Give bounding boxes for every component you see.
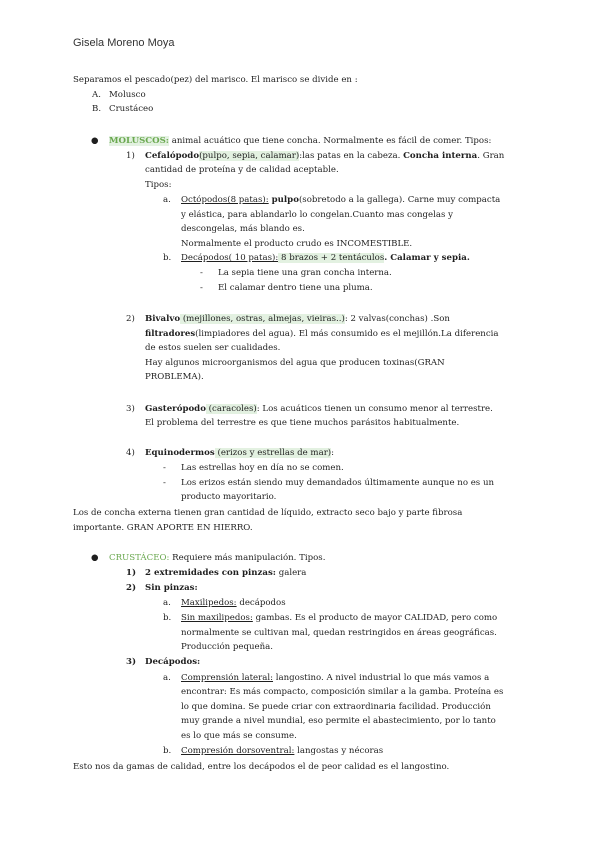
- bullet-moluscos: ●: [91, 136, 99, 146]
- crus-2b-line3: Producción pequeña.: [181, 642, 274, 652]
- cef-line2: cantidad de proteína y de calidad aceptable.: [145, 165, 339, 175]
- equ-dash1-text: Las estrellas hoy en día no se comen.: [181, 463, 344, 473]
- crus-3b-label: Compresión dorsoventral:: [181, 746, 295, 756]
- crus-3b-marker: b.: [163, 746, 172, 756]
- crus-3a-line1: [181, 673, 489, 684]
- crus-3a-marker: a.: [163, 673, 171, 683]
- gas-rest: : Los acuáticos tienen un consumo menor al terrestre.: [256, 404, 493, 414]
- cef-dash1: -: [200, 268, 203, 278]
- crus-2a-rest: decápodos: [236, 598, 286, 608]
- crus-3a-rest: langostino. A nivel industrial lo que más vamos a: [273, 673, 490, 683]
- crus-2b-marker: b.: [163, 613, 172, 623]
- cef-bold2: Concha interna: [403, 151, 478, 161]
- biv-name: Bivalvo: [145, 314, 181, 324]
- crus-3b-line: [181, 746, 383, 757]
- cef-a-line4: Normalmente el producto crudo es INCOMESTIBLE.: [181, 239, 413, 249]
- cef-dash1-text: La sepia tiene una gran concha interna.: [218, 268, 392, 278]
- cef-name: Cefalópodo: [145, 151, 200, 161]
- bullet-crustaceo: ●: [91, 553, 99, 563]
- crus-3a-label: Comprensión lateral:: [181, 673, 274, 683]
- crus-2a-line: [181, 598, 286, 609]
- moluscos-title: MOLUSCOS:: [109, 136, 169, 146]
- gas-examples: (caracoles): [205, 404, 257, 414]
- moluscos-desc: animal acuático que tiene concha. Normalmente es fácil de comer. Tipos:: [168, 136, 492, 146]
- crustaceo-title: CRUSTÁCEO:: [109, 553, 170, 563]
- cef-b-bold: . Calamar y sepia.: [384, 253, 470, 263]
- crus-2a-marker: a.: [163, 598, 171, 608]
- crus-2b-rest: gambas. Es el producto de mayor CALIDAD, pero como: [252, 613, 498, 623]
- cef-b-label: Decápodos( 10 patas):: [181, 253, 279, 263]
- cef-b-marker: b.: [163, 253, 172, 263]
- cef-a-line2: y elástica, para ablandarlo lo congelan.Cuanto mas congelas y: [181, 210, 453, 220]
- cef-examples: (pulpo, sepia, calamar): [199, 151, 300, 161]
- crus-2-bold: Sin pinzas:: [145, 583, 198, 593]
- cef-dash2-text: El calamar dentro tiene una pluma.: [218, 283, 373, 293]
- crus-2a-label: Maxilipedos:: [181, 598, 237, 608]
- crustaceo-heading: [109, 553, 325, 564]
- equ-line1: [145, 448, 334, 459]
- crus-3-bold: Decápodos:: [145, 657, 201, 667]
- crus-3-number: 3): [126, 657, 137, 667]
- biv-rest: : 2 valvas(conchas) .Son: [344, 314, 450, 324]
- intro-line: Separamos el pescado(pez) del marisco. El marisco se divide en :: [73, 75, 358, 85]
- crus-2-number: 2): [126, 583, 137, 593]
- footer-line: Esto nos da gamas de calidad, entre los decápodos el de peor calidad es el langostino.: [73, 762, 450, 772]
- crus-3a-line5: es lo que más se consume.: [181, 731, 297, 741]
- cef-a-line3: descongelas, más blando es.: [181, 224, 305, 234]
- biv-number: 2): [126, 314, 135, 324]
- crus-3a-line4: muy grande a nivel mundial, eso permite el abastecimiento, por lo tanto: [181, 716, 496, 726]
- gas-line2: El problema del terrestre es que tiene muchos parásitos habitualmente.: [145, 418, 460, 428]
- crus-1-number: 1): [126, 568, 137, 578]
- cef-dash2: -: [200, 283, 203, 293]
- gas-name: Gasterópodo: [145, 404, 206, 414]
- equ-dash2-text: Los erizos están siendo muy demandados últimamente aunque no es un: [181, 478, 495, 488]
- cef-number: 1): [126, 151, 135, 161]
- cef-a-marker: a.: [163, 195, 171, 205]
- cef-a-bold: pulpo: [268, 195, 299, 205]
- moluscos-heading: [109, 136, 491, 147]
- biv-line3: de estos suelen ser cualidades.: [145, 343, 281, 353]
- equ-dash1: -: [163, 463, 166, 473]
- cef-b-highlight: 8 brazos + 2 tentáculos: [278, 253, 385, 263]
- author-header: Gisela Moreno Moya: [73, 37, 175, 49]
- biv-line2: [145, 329, 499, 340]
- equ-examples: (erizos y estrellas de mar): [214, 448, 332, 458]
- biv-line5: PROBLEMA).: [145, 372, 204, 382]
- gas-line1: [145, 404, 493, 415]
- crustaceo-desc: Requiere más manipulación. Tipos.: [169, 553, 326, 563]
- crus-3a-line3: lo que domina. Se puede criar con extraordinaria facilidad. Producción: [181, 702, 491, 712]
- biv-examples: (mejillones, ostras, almejas, vieiras..): [180, 314, 345, 324]
- equ-dash2: -: [163, 478, 166, 488]
- crus-3a-line2: encontrar: Es más compacto, composición similar a la gamba. Proteína es: [181, 687, 504, 697]
- crus-2b-line1: [181, 613, 497, 624]
- crus-1-line: [145, 568, 306, 579]
- biv-l2-rest: (limpiadores del agua). El más consumido es el mejillón.La diferencia: [195, 329, 499, 339]
- cef-line1: [145, 151, 504, 162]
- cef-a-label: Octópodos(8 patas):: [181, 195, 269, 205]
- moluscos-note-line1: Los de concha externa tienen gran cantidad de líquido, extracto seco bajo y parte fibrosa: [73, 508, 463, 518]
- biv-line4: Hay algunos microorganismos del agua que producen toxinas(GRAN: [145, 358, 445, 368]
- crus-3b-rest: langostas y nécoras: [294, 746, 384, 756]
- cef-b-line1: [181, 253, 470, 264]
- intro-marker-a: A.: [92, 90, 101, 100]
- cef-rest: :las patas en la cabeza.: [299, 151, 404, 161]
- intro-item-crustaceo: Crustáceo: [109, 104, 154, 114]
- cef-a-rest: (sobretodo a la gallega). Carne muy compacta: [298, 195, 501, 205]
- crus-2b-line2: normalmente se cultivan mal, quedan restringidos en áreas geográficas.: [181, 628, 497, 638]
- cef-a-line1: [181, 195, 500, 206]
- equ-rest: :: [331, 448, 335, 458]
- biv-l2-bold: filtradores: [145, 329, 196, 339]
- intro-item-molusco: Molusco: [109, 90, 146, 100]
- intro-marker-b: B.: [92, 104, 102, 114]
- gas-number: 3): [126, 404, 135, 414]
- equ-number: 4): [126, 448, 135, 458]
- moluscos-note-line2: importante. GRAN APORTE EN HIERRO.: [73, 523, 253, 533]
- cef-tipos: Tipos:: [145, 180, 172, 190]
- equ-dash2-text-cont: producto mayoritario.: [181, 492, 277, 502]
- crus-1-rest: galera: [275, 568, 307, 578]
- crus-2b-label: Sin maxilipedos:: [181, 613, 253, 623]
- cef-rest2: . Gran: [477, 151, 505, 161]
- biv-line1: [145, 314, 450, 325]
- crus-1-bold: 2 extremidades con pinzas:: [145, 568, 276, 578]
- equ-name: Equinodermos: [145, 448, 215, 458]
